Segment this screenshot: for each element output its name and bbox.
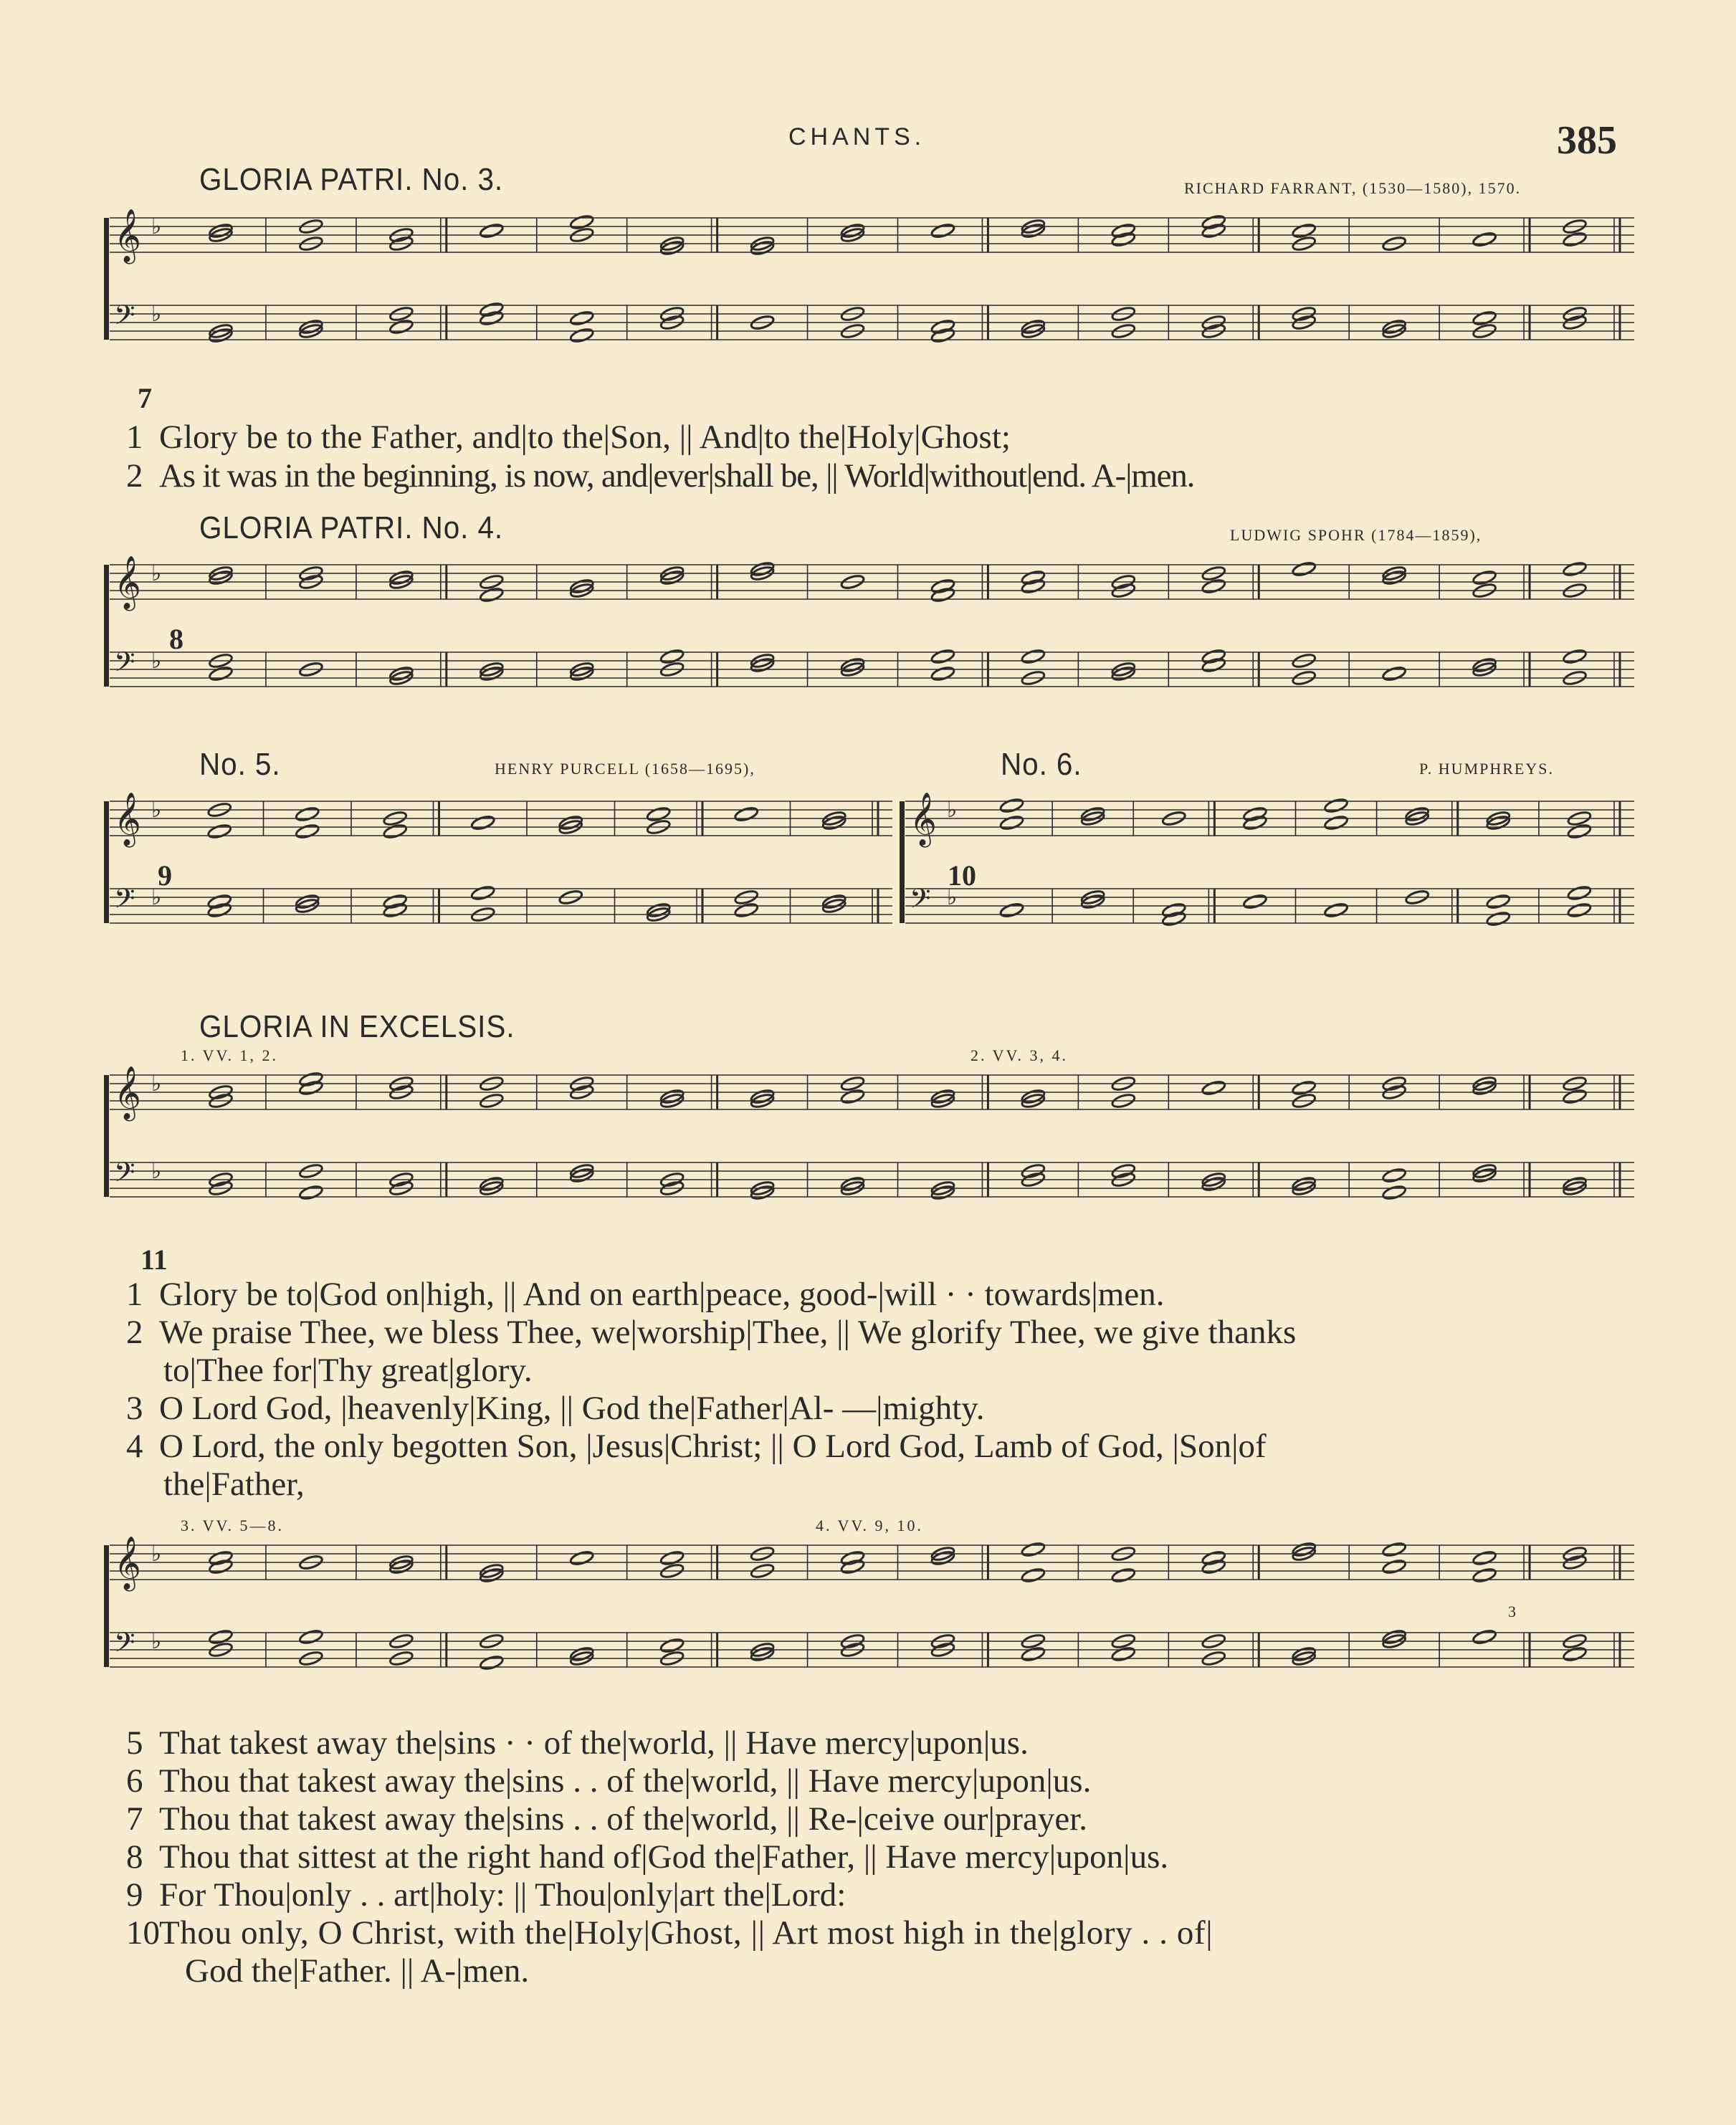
gloria4-number: 8 <box>169 623 183 655</box>
note-head <box>1292 222 1317 239</box>
note-head <box>1382 1184 1407 1200</box>
note-head <box>1486 893 1511 909</box>
excelsis-part1-label: 1. VV. 1, 2. <box>181 1046 279 1064</box>
note-head <box>1201 1079 1226 1096</box>
note-head <box>1567 902 1592 918</box>
no6-composer: P. HUMPHREYS. <box>1419 760 1554 778</box>
no6-score <box>900 788 1634 968</box>
key-signature: ♭ <box>151 214 162 239</box>
note-head <box>1243 814 1268 831</box>
note-head <box>1567 823 1592 839</box>
note-head <box>1472 1549 1497 1566</box>
treble-clef: 𝄞 <box>114 556 141 609</box>
note-head <box>659 1549 685 1566</box>
no6-number: 10 <box>948 859 976 892</box>
note-head <box>930 578 955 594</box>
note-head <box>646 806 671 822</box>
note-head <box>1111 231 1136 247</box>
treble-clef: 𝄞 <box>114 1066 141 1119</box>
key-signature: ♭ <box>151 649 162 674</box>
note-head <box>1021 1646 1046 1662</box>
key-signature: ♭ <box>947 798 958 823</box>
gloria3-score <box>104 205 1634 377</box>
system-bracket <box>104 565 109 687</box>
excelsis-part2-label: 2. VV. 3, 4. <box>970 1046 1069 1064</box>
note-head <box>383 902 408 918</box>
note-head <box>1382 1167 1407 1183</box>
note-head <box>1472 231 1497 247</box>
note-head <box>209 1558 234 1575</box>
note-head <box>999 797 1024 813</box>
note-head <box>209 1628 234 1645</box>
note-head <box>1486 910 1511 927</box>
gloria3-verse-1: 1 Glory be to the Father, and|to the|Son, || And|to the|Holy|Ghost; <box>126 419 1011 456</box>
note-head <box>388 318 414 335</box>
excelsis-verse: 2 We praise Thee, we bless Thee, we|worship|Thee, || We glorify Thee, we give thanks <box>126 1314 1297 1351</box>
note-head <box>1201 578 1226 594</box>
key-signature: ♭ <box>947 885 958 910</box>
note-head <box>1201 648 1226 664</box>
note-head <box>1292 1079 1317 1096</box>
note-head <box>1382 1558 1407 1575</box>
note-head <box>1243 893 1268 909</box>
note-head <box>470 884 495 901</box>
note-head <box>1111 1567 1136 1583</box>
key-signature: ♭ <box>151 1542 162 1567</box>
gloria3-title: GLORIA PATRI. No. 3. <box>199 162 504 197</box>
gloria3-number: 7 <box>138 382 152 414</box>
excelsis-verse: 6 Thou that takest away the|sins . . of the|world, || Have mercy|upon|us. <box>126 1762 1092 1800</box>
system-bracket <box>104 1545 109 1667</box>
note-head <box>299 1071 324 1087</box>
note-head <box>1021 1541 1046 1557</box>
note-head <box>383 823 408 839</box>
note-head <box>1292 560 1317 577</box>
note-head <box>479 1654 504 1671</box>
note-head <box>207 823 232 839</box>
note-head <box>470 814 495 831</box>
system-bracket <box>900 801 905 923</box>
excelsis-verse: 8 Thou that sittest at the right hand of|God the|Father, || Have mercy|upon|us. <box>126 1838 1169 1876</box>
note-head <box>659 1637 685 1653</box>
note-head <box>1472 310 1497 326</box>
note-head <box>383 893 408 909</box>
note-head <box>479 310 504 326</box>
note-head <box>1243 806 1268 822</box>
system-bracket <box>104 801 109 923</box>
note-head <box>930 318 955 335</box>
excelsis-verses-b <box>126 1724 1213 1990</box>
note-head <box>1324 814 1349 831</box>
note-head <box>840 1088 865 1104</box>
bass-clef: 𝄢 <box>910 882 931 921</box>
excelsis-score-1 <box>104 1062 1634 1241</box>
key-signature: ♭ <box>151 302 162 327</box>
note-head <box>479 222 504 239</box>
gloria4-score <box>104 552 1634 731</box>
no5-score <box>104 788 892 968</box>
note-head <box>299 1184 324 1200</box>
note-head <box>299 1079 324 1096</box>
note-head <box>999 814 1024 831</box>
note-head <box>1201 214 1226 230</box>
note-head <box>1472 1628 1497 1645</box>
key-signature: ♭ <box>151 561 162 586</box>
note-head <box>930 327 955 343</box>
excelsis-verse: 10Thou only, O Christ, with the|Holy|Ghost, || Art most high in the|glory . . of| <box>126 1914 1213 1952</box>
note-head <box>295 823 320 839</box>
note-head <box>930 222 955 239</box>
no5-title: No. 5. <box>199 747 281 782</box>
note-head <box>1563 1088 1588 1104</box>
note-head <box>1111 1646 1136 1662</box>
key-signature: ♭ <box>151 885 162 910</box>
system-bracket <box>104 218 109 340</box>
note-head <box>1201 1558 1226 1575</box>
note-head <box>479 301 504 317</box>
no5-number: 9 <box>158 859 172 892</box>
excelsis-part4-label: 4. VV. 9, 10. <box>816 1517 924 1534</box>
running-head: CHANTS. <box>788 123 926 151</box>
note-head <box>299 1628 324 1645</box>
system-bracket <box>104 1075 109 1197</box>
excelsis-number: 11 <box>140 1243 168 1276</box>
note-head <box>1563 560 1588 577</box>
key-signature: ♭ <box>151 1629 162 1654</box>
note-head <box>1201 222 1226 239</box>
no6-title: No. 6. <box>1001 747 1082 782</box>
note-head <box>1111 222 1136 239</box>
note-head <box>1563 231 1588 247</box>
note-head <box>1382 1541 1407 1557</box>
bass-clef: 𝄢 <box>114 882 135 921</box>
note-head <box>295 806 320 822</box>
page-number: 385 <box>1557 118 1617 163</box>
key-signature: ♭ <box>151 798 162 823</box>
note-head <box>1201 1549 1226 1566</box>
excelsis-verse: God the|Father. || A-|men. <box>185 1952 530 1990</box>
note-head <box>1021 569 1046 586</box>
note-head <box>569 310 594 326</box>
excelsis-verse: 9 For Thou|only . . art|holy: || Thou|only|art the|Lord: <box>126 1876 846 1914</box>
excelsis-verse: the|Father, <box>163 1466 305 1503</box>
note-head <box>930 665 955 682</box>
note-head <box>1563 1646 1588 1662</box>
note-head <box>569 214 594 230</box>
treble-clef: 𝄞 <box>114 793 141 846</box>
note-head <box>1563 648 1588 664</box>
note-head <box>1472 1567 1497 1583</box>
excelsis-part3-label: 3. VV. 5—8. <box>181 1517 285 1534</box>
note-head <box>569 327 594 343</box>
excelsis-verse: 1 Glory be to|God on|high, || And on earth|peace, good-|will · · towards|men. <box>126 1276 1165 1313</box>
treble-clef: 𝄞 <box>114 209 141 262</box>
excelsis-verse: 5 That takest away the|sins · · of the|world, || Have mercy|upon|us. <box>126 1724 1029 1762</box>
excelsis-title: GLORIA IN EXCELSIS. <box>199 1009 515 1044</box>
gloria4-title: GLORIA PATRI. No. 4. <box>199 510 504 545</box>
note-head <box>569 1549 594 1566</box>
note-head <box>1201 656 1226 673</box>
excelsis-verse: 7 Thou that takest away the|sins . . of the|world, || Re-|ceive our|prayer. <box>126 1800 1088 1838</box>
triplet-mark: 3 <box>1508 1603 1518 1620</box>
note-head <box>479 586 504 603</box>
excelsis-verse: to|Thee for|Thy great|glory. <box>163 1352 533 1389</box>
gloria4-composer: LUDWIG SPOHR (1784—1859), <box>1230 526 1482 544</box>
key-signature: ♭ <box>151 1159 162 1184</box>
note-head <box>659 648 685 664</box>
note-head <box>1567 884 1592 901</box>
excelsis-score-2 <box>104 1532 1634 1711</box>
note-head <box>209 1549 234 1566</box>
bass-clef: 𝄢 <box>114 299 135 338</box>
note-head <box>930 648 955 664</box>
bass-clef: 𝄢 <box>114 1156 135 1195</box>
treble-clef: 𝄞 <box>910 793 937 846</box>
note-head <box>840 1558 865 1575</box>
note-head <box>207 902 232 918</box>
note-head <box>1161 910 1186 927</box>
note-head <box>1021 648 1046 664</box>
note-head <box>734 806 759 822</box>
note-head <box>207 893 232 909</box>
gloria3-verse-2: 2 As it was in the beginning, is now, and|ever|shall be, || World|without|end. A-|men. <box>126 457 1195 495</box>
note-head <box>1021 578 1046 594</box>
no5-composer: HENRY PURCELL (1658—1695), <box>495 760 755 778</box>
note-head <box>930 586 955 603</box>
excelsis-verse: 4 O Lord, the only begotten Son, |Jesus|Christ; || O Lord God, Lamb of God, |Son|of <box>126 1428 1267 1465</box>
note-head <box>1472 569 1497 586</box>
bass-clef: 𝄢 <box>114 646 135 684</box>
note-head <box>209 665 234 682</box>
note-head <box>1161 902 1186 918</box>
note-head <box>1324 797 1349 813</box>
note-head <box>734 902 759 918</box>
key-signature: ♭ <box>151 1071 162 1097</box>
note-head <box>999 902 1024 918</box>
treble-clef: 𝄞 <box>114 1537 141 1590</box>
excelsis-verses-a <box>126 1276 1296 1504</box>
gloria3-composer: RICHARD FARRANT, (1530—1580), 1570. <box>1184 179 1522 197</box>
note-head <box>840 1549 865 1566</box>
note-head <box>1324 902 1349 918</box>
note-head <box>1382 665 1407 682</box>
excelsis-verse: 3 O Lord God, |heavenly|King, || God the|Father|Al- —|mighty. <box>126 1390 985 1427</box>
note-head <box>1021 1567 1046 1583</box>
bass-clef: 𝄢 <box>114 1626 135 1665</box>
